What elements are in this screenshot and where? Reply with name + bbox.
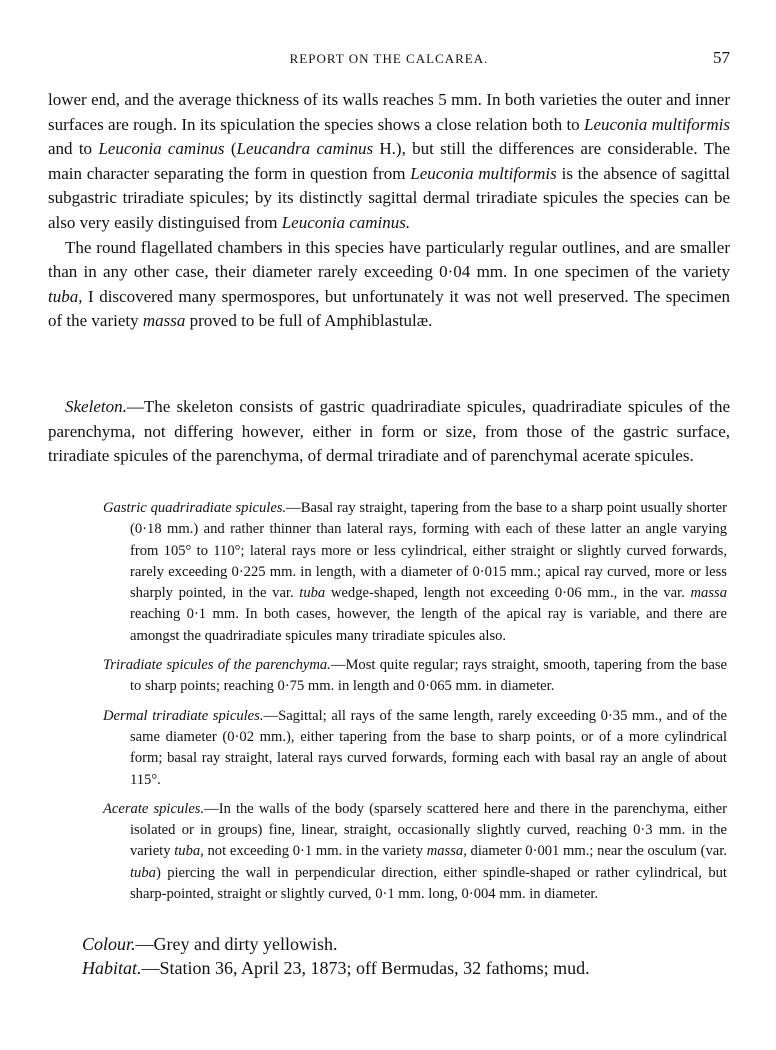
skeleton-section	[48, 395, 730, 469]
text-run: —Basal ray straight, tapering from the base to a sharp point usually shorter (0·18 mm.) and rather thinner than lateral rays, forming with each of these latter an angle varying from 105° to 110°; lateral rays more or less cylindrical, either straight or slightly curved forwards, rarely exceeding 0·225 mm. in length, with a diameter of 0·015 mm.; apical ray curved, more or less sharply pointed, in the var.	[130, 500, 728, 602]
italic-text: Skeleton.	[65, 397, 127, 416]
text-run: H.), but still the differences are considerable. The main character separating the form in question from	[48, 139, 730, 183]
italic-text: massa	[142, 311, 186, 331]
italic-text: tuba,	[48, 286, 83, 306]
italic-text: tuba	[299, 585, 326, 602]
colour-line	[82, 932, 722, 956]
italic-text: Leuconia caminus	[98, 139, 225, 159]
text-run: reaching 0·1 mm. In both cases, however, the length of the apical ray is variable, and there are amongst the quadriradiate spicules many triradiate spicules also.	[130, 606, 727, 644]
italic-text: Leuconia caminus.	[281, 212, 411, 232]
italic-text: Leucandra caminus	[236, 139, 374, 159]
italic-text: Habitat.	[82, 958, 142, 978]
italic-text: Leuconia multiformis	[410, 163, 557, 183]
italic-text: Acerate spicules.	[103, 800, 205, 817]
dermal-triradiate-spicules	[103, 706, 727, 791]
italic-text: Leuconia multiformis	[584, 114, 730, 134]
italic-text: tuba	[130, 864, 156, 881]
text-run: diameter 0·001 mm.; near the osculum (var.	[466, 843, 727, 860]
text-run: —Grey and dirty yellowish.	[135, 934, 338, 954]
text-run: ) piercing the wall in perpendicular direction, either spindle-shaped or rather cylindrical, but sharp-pointed, straight or slightly curved, 0·1 mm. long, 0·004 mm. in diameter.	[130, 864, 727, 903]
text-run: wedge-shaped, length not exceeding 0·06 mm., in the var.	[325, 585, 691, 602]
page-number: 57	[713, 48, 730, 67]
italic-text: tuba,	[174, 843, 204, 860]
habitat-line	[82, 956, 722, 980]
colour-habitat	[82, 932, 722, 980]
text-run: proved to be full of Amphiblastulæ.	[185, 311, 433, 331]
page-header	[48, 48, 730, 68]
text-run: is the absence of sagittal subgastric triradiate spicules; by its distinctly sagittal dermal triradiate spicules the species can be also very easily distinguised from	[48, 163, 730, 232]
paragraph-skeleton	[48, 395, 730, 469]
text-run: —In the walls of the body (sparsely scattered here and there in the parenchyma, either isolated or in groups) fine, linear, straight, occasionally slightly curved, reaching 0·3 mm. in the variety	[130, 800, 727, 860]
text-run: lower end, and the average thickness of its walls reaches 5 mm. In both varieties the outer and inner surfaces are rough. In its spiculation the species shows a close relation both to	[48, 90, 730, 134]
italic-text: massa	[690, 585, 727, 602]
triradiate-spicules-parenchyma	[103, 655, 727, 698]
main-text	[48, 88, 730, 334]
italic-text: Dermal triradiate spicules.	[103, 707, 264, 724]
text-run: I discovered many spermospores, but unfortunately it was not well preserved. The specimen of the variety	[48, 286, 730, 331]
paragraph-flagellated-chambers	[48, 236, 730, 334]
italic-text: Triradiate spicules of the parenchyma.	[103, 657, 331, 674]
spicule-descriptions	[103, 498, 727, 913]
text-run: —Station 36, April 23, 1873; off Bermudas, 32 fathoms; mud.	[141, 958, 590, 978]
text-run: —The skeleton consists of gastric quadriradiate spicules, quadriradiate spicules of the parenchyma, not differing however, either in form or size, from those of the gastric surface, triradiate spicules of the parenchyma, of dermal triradiate and of parenchymal acerate spicules.	[48, 397, 730, 466]
italic-text: Gastric quadriradiate spicules.	[103, 500, 287, 516]
italic-text: massa,	[426, 843, 467, 860]
text-run: not exceeding 0·1 mm. in the variety	[203, 843, 427, 860]
text-run: —Most quite regular; rays straight, smooth, tapering from the base to sharp points; reaching 0·75 mm. in length and 0·065 mm. in diameter.	[130, 657, 727, 695]
text-run: The round flagellated chambers in this species have particularly regular outlines, and are smaller than in any other case, their diameter rarely exceeding 0·04 mm. In one specimen of the variety	[48, 237, 730, 282]
italic-text: Colour.	[82, 934, 136, 954]
text-run: and to	[48, 139, 99, 159]
running-title: REPORT ON THE CALCAREA.	[289, 51, 489, 66]
gastric-quadriradiate-spicules	[103, 498, 727, 647]
paragraph-description	[48, 88, 730, 236]
text-run: —Sagittal; all rays of the same length, rarely exceeding 0·35 mm., and of the same diameter (0·02 mm.), either tapering from the base to sharp points, or of a more cylindrical form; basal ray straight, lateral rays curved forwards, forming each with basal ray an angle of about 115°.	[130, 707, 727, 788]
acerate-spicules	[103, 799, 727, 905]
text-run: (	[224, 139, 237, 159]
